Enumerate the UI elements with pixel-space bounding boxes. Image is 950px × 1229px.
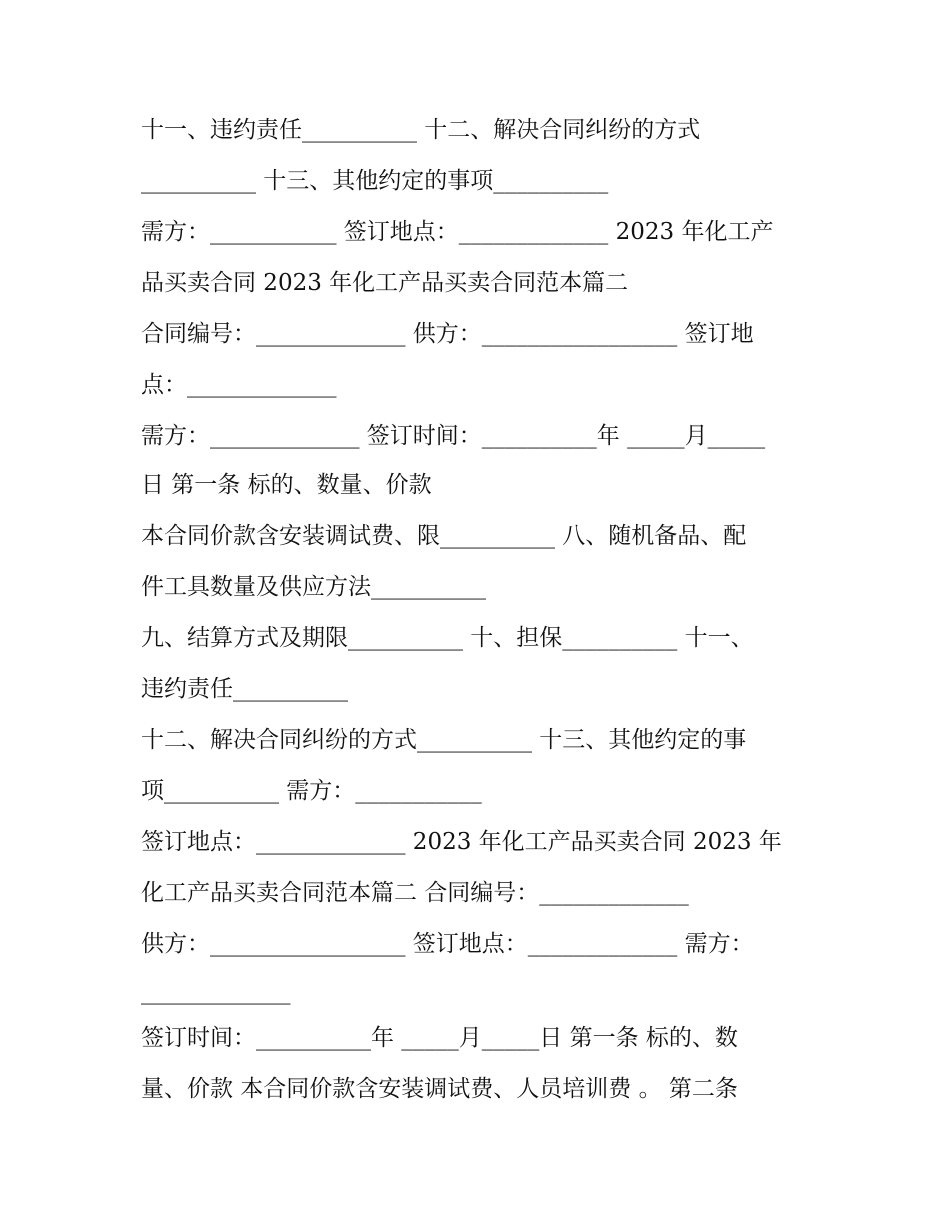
text-line: 品买卖合同 2023 年化工产品买卖合同范本篇二 [141, 270, 629, 296]
text-line: 签订时间：__________年 _____月_____日 第一条 标的、数 [141, 1025, 738, 1051]
text-line: 十二、解决合同纠纷的方式__________ 十三、其他约定的事 [141, 727, 747, 753]
text-line: 九、结算方式及期限__________ 十、担保__________ 十一、 [141, 625, 754, 651]
text-line: __________ 十三、其他约定的事项__________ [141, 168, 609, 194]
text-line: 供方：_________________ 签订地点：_____________ 需方： [141, 931, 754, 957]
text-line: 需方：_____________ 签订时间：__________年 _____月_____ [141, 423, 766, 449]
text-line: _____________ [141, 979, 291, 1005]
text-line: 十一、违约责任__________ 十二、解决合同纠纷的方式 [141, 117, 701, 143]
text-line: 本合同价款含安装调试费、限__________ 八、随机备品、配 [141, 523, 747, 549]
text-line: 需方：___________ 签订地点：_____________ 2023 年化工产 [141, 219, 774, 245]
text-line: 合同编号：_____________ 供方：_________________ 签订地 [141, 321, 754, 347]
text-line: 点：_____________ [141, 372, 337, 398]
text-line: 违约责任__________ [141, 676, 348, 702]
text-line: 签订地点：_____________ 2023 年化工产品买卖合同 2023 年 [141, 829, 782, 855]
text-line: 量、价款 本合同价款含安装调试费、人员培训费 。 第二条 [141, 1076, 738, 1102]
text-line: 日 第一条 标的、数量、价款 [141, 472, 432, 498]
text-line: 项__________ 需方：___________ [141, 778, 482, 804]
text-line: 化工产品买卖合同范本篇二 合同编号：_____________ [141, 880, 689, 906]
text-line: 件工具数量及供应方法__________ [141, 574, 486, 600]
